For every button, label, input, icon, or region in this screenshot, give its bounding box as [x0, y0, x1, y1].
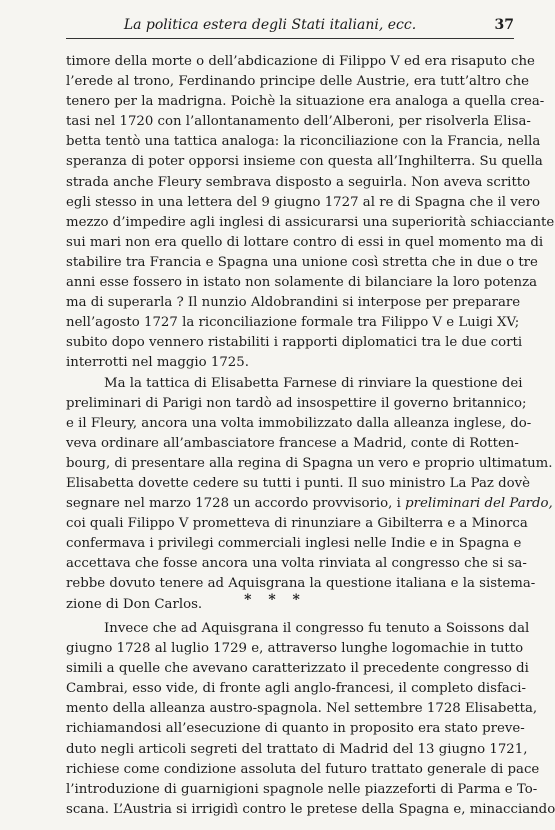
- body-text-continued: [66, 619, 555, 820]
- text-line: egli stesso in una lettera del 9 giugno 1727 al re di Spagna che il vero: [66, 194, 541, 210]
- text-line: nell’agosto 1727 la riconciliazione formale tra Filippo V e Luigi XV;: [66, 315, 520, 331]
- text-line: bourg, di presentare alla regina di Spagna un vero e proprio ultimatum.: [66, 455, 553, 471]
- text-line: accettava che fosse ancora una volta rinviata al congresso che si sa-: [66, 556, 527, 572]
- text-line: tenero per la madrigna. Poichè la situazione era analoga a quella crea-: [66, 94, 545, 110]
- text-line: duto negli articoli segreti del trattato di Madrid del 13 giugno 1721,: [66, 741, 528, 757]
- text-line: coi quali Filippo V prometteva di rinunziare a Gibilterra e a Minorca: [66, 516, 528, 532]
- text-line: richiamandosi all’esecuzione di quanto in proposito era stato preve-: [66, 721, 525, 737]
- text-line: giugno 1728 al luglio 1729 e, attraverso lunghe logomachie in tutto: [66, 641, 524, 657]
- text-line: Ma la tattica di Elisabetta Farnese di rinviare la questione dei: [104, 375, 523, 391]
- text-line: ma di superarla ? Il nunzio Aldobrandini si interpose per preparare: [66, 295, 521, 311]
- text-line: l’erede al trono, Ferdinando principe delle Austrie, era tutt’altro che: [66, 74, 530, 90]
- text-line: stabilire tra Francia e Spagna una unione così stretta che in due o tre: [66, 254, 538, 270]
- text-line: strada anche Fleury sembrava disposto a seguirla. Non aveva scritto: [66, 174, 531, 190]
- text-line: veva ordinare all’ambasciatore francese a Madrid, conte di Rotten-: [66, 435, 519, 451]
- running-header: [66, 14, 514, 39]
- text-line: timore della morte o dell’abdicazione di Filippo V ed era risaputo che: [66, 54, 535, 69]
- text-line: richiese come condizione assoluta del futuro trattato generale di pace: [66, 761, 540, 777]
- text-line: mento della alleanza austro-spagnola. Nel settembre 1728 Elisabetta,: [66, 701, 538, 717]
- text-line: scana. L’Austria si irrigidì contro le pretese della Spagna e, minacciando: [66, 801, 555, 817]
- text-line: Elisabetta dovette cedere su tutti i punti. Il suo ministro La Paz dovè: [66, 475, 531, 491]
- text-line: Cambrai, esso vide, di fronte agli anglo-francesi, il completo disfaci-: [66, 681, 527, 697]
- text-line: betta tentò una tattica analoga: la riconciliazione con la Francia, nella: [66, 134, 541, 150]
- text-line: subito dopo vennero ristabiliti i rapporti diplomatici tra le due corti: [66, 335, 523, 351]
- text-line: e il Fleury, ancora una volta immobilizzato dalla alleanza inglese, do-: [66, 415, 532, 431]
- text-line: zione di Don Carlos.: [66, 596, 203, 612]
- text-line: sui mari non era quello di lottare contro di essi in quel momento ma di: [66, 234, 544, 250]
- body-text: [66, 52, 555, 615]
- text-line: mezzo d’impedire agli inglesi di assicurarsi una superiorità schiacciante: [66, 214, 555, 230]
- text-line: speranza di poter opporsi insieme con questa all’Inghilterra. Su quella: [66, 154, 543, 170]
- text-line: confermava i privilegi commerciali inglesi nelle Indie e in Spagna e: [66, 536, 522, 552]
- text-line: preliminari di Parigi non tardò ad insospettire il governo britannico;: [66, 395, 527, 411]
- text-segment: segnare nel marzo 1728 un accordo provvisorio, i: [66, 496, 401, 512]
- italic-title: preliminari del Pardo,: [405, 496, 553, 512]
- text-line: l’introduzione di guarnigioni spagnole nelle piazzeforti di Parma e To-: [66, 781, 538, 797]
- text-line: Invece che ad Aquisgrana il congresso fu tenuto a Soissons dal: [104, 621, 530, 636]
- text-line: rebbe dovuto tenere ad Aquisgrana la questione italiana e la sistema-: [66, 576, 536, 592]
- text-line: tasi nel 1720 con l’allontanamento dell’Alberoni, per risolverla Elisa-: [66, 114, 531, 130]
- running-title: La politica estera degli Stati italiani, ecc.: [123, 17, 417, 33]
- text-line: anni esse fossero in istato non solamente di bilanciare la loro potenza: [66, 275, 538, 291]
- section-separator: * * *: [244, 592, 306, 608]
- text-line: [66, 494, 553, 514]
- text-line: simili a quelle che avevano caratterizzato il precedente congresso di: [66, 661, 529, 677]
- page-number: 37: [494, 17, 514, 33]
- text-line: interrotti nel maggio 1725.: [66, 355, 249, 371]
